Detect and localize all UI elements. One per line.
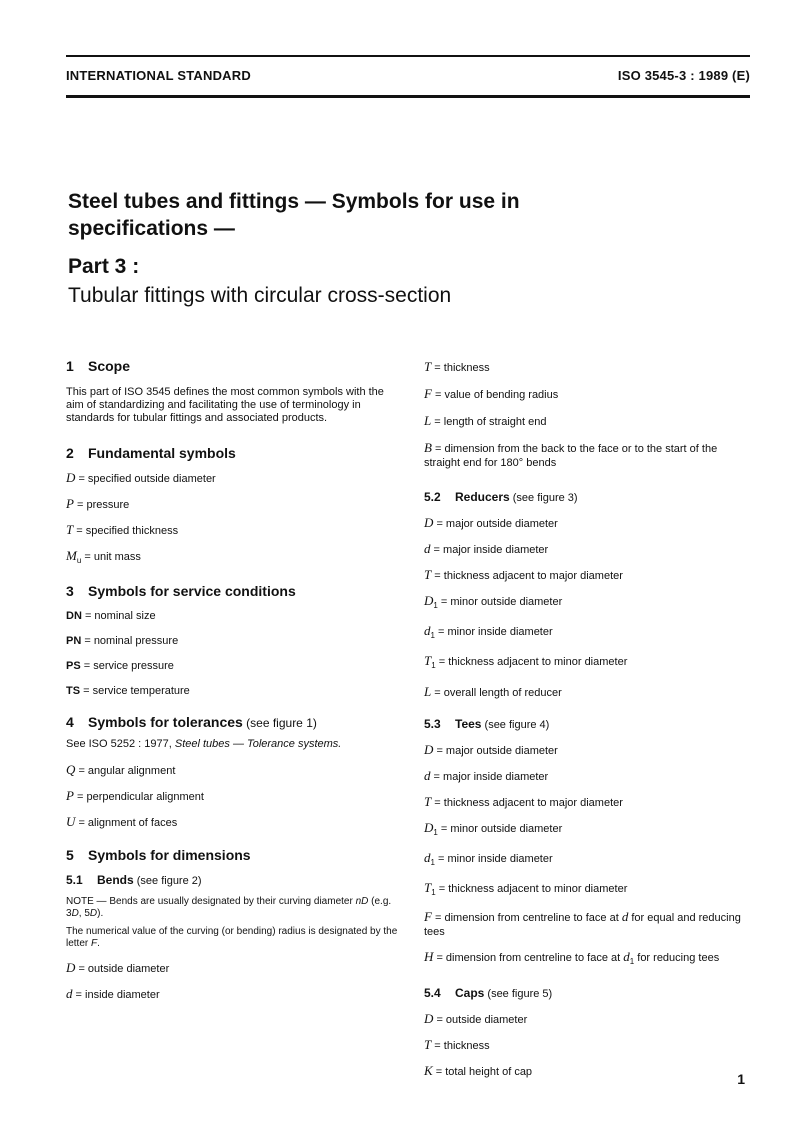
symbol-item: K = total height of cap xyxy=(424,1063,533,1079)
radius-note: The numerical value of the curving (or bending) radius is designated by the letter F. xyxy=(66,926,398,950)
symbol-item: PS = service pressure xyxy=(66,660,174,673)
symbol-item: D = major outside diameter xyxy=(424,515,558,530)
bends-note: NOTE — Bends are usually designated by their curving diameter nD (e.g. 3D, 5D). xyxy=(66,896,392,920)
symbol-item: T = thickness xyxy=(424,359,490,374)
symbol-item: $d_1$ = minor inside diameter xyxy=(424,849,553,867)
scope-text: This part of ISO 3545 defines the most common symbols with the aim of standardizing and facilitating the use of terminology in standards for tubular fittings and associated products. xyxy=(66,386,384,424)
symbol-item: T = specified thickness xyxy=(66,522,179,537)
document-type: INTERNATIONAL STANDARD xyxy=(66,68,251,83)
left-column xyxy=(66,358,398,1002)
title-line-1: Steel tubes and fittings — Symbols for use in xyxy=(68,190,520,213)
subsection-heading-bends: 5.1 Bends (see figure 2) xyxy=(66,873,202,888)
symbol-item: T = thickness xyxy=(424,1037,490,1053)
header-bottom-rule xyxy=(66,95,750,98)
standard-number: ISO 3545-3 : 1989 (E) xyxy=(617,68,750,83)
see-reference: See ISO 5252 : 1977, Steel tubes — Tolerance systems. xyxy=(66,738,342,751)
symbol-item: H = dimension from centreline to face at $d_1$ for reducing tees xyxy=(424,949,720,967)
header-top-rule xyxy=(66,55,750,57)
symbol-item: U = alignment of faces xyxy=(66,814,178,830)
subsection-heading-tees: 5.3 Tees (see figure 4) xyxy=(424,716,550,731)
symbol-item: d = inside diameter xyxy=(66,986,160,1002)
symbol-item: B = dimension from the back to the face or to the start of the straight end for 180° bends xyxy=(424,440,718,469)
symbol-item: P = pressure xyxy=(66,496,130,511)
title-line-2: specifications — xyxy=(68,217,235,240)
symbol-item: P = perpendicular alignment xyxy=(66,788,204,804)
symbol-item: $T_1$ = thickness adjacent to minor diameter xyxy=(424,879,628,898)
symbol-item: $M_u$ = unit mass xyxy=(66,548,141,566)
page-number: 1 xyxy=(737,1071,745,1087)
symbol-item: $d_1$ = minor inside diameter xyxy=(424,623,553,641)
section-heading-tolerances: 4 Symbols for tolerances (see figure 1) xyxy=(66,714,317,731)
symbol-item: D = major outside diameter xyxy=(424,741,558,757)
symbol-item: F = value of bending radius xyxy=(424,386,559,401)
symbol-item: $D_1$ = minor outside diameter xyxy=(424,819,563,837)
symbol-item: Q = angular alignment xyxy=(66,762,176,778)
subsection-heading-caps: 5.4 Caps (see figure 5) xyxy=(424,986,553,1001)
symbol-item: F = dimension from centreline to face at d for equal and reducing tees xyxy=(424,909,741,939)
part-subtitle: Tubular fittings with circular cross-section xyxy=(68,284,452,307)
section-heading-fundamental: 2 Fundamental symbols xyxy=(66,445,236,461)
subsection-heading-reducers: 5.2 Reducers (see figure 3) xyxy=(424,490,578,504)
symbol-item: L = length of straight end xyxy=(424,413,547,428)
symbol-item: TS = service temperature xyxy=(66,685,190,698)
document-title xyxy=(68,188,708,242)
symbol-item: T = thickness adjacent to major diameter xyxy=(424,567,623,582)
symbol-item: D = outside diameter xyxy=(66,960,170,976)
symbol-item: DN = nominal size xyxy=(66,610,156,623)
section-heading-dimensions: 5 Symbols for dimensions xyxy=(66,847,251,864)
symbol-item: PN = nominal pressure xyxy=(66,635,179,648)
symbol-item: d = major inside diameter xyxy=(424,541,549,556)
section-heading-scope: 1 Scope xyxy=(66,358,131,374)
symbol-item: T = thickness adjacent to major diameter xyxy=(424,793,623,809)
symbol-item: L = overall length of reducer xyxy=(424,683,562,699)
section-heading-service: 3 Symbols for service conditions xyxy=(66,583,296,600)
symbol-item: $T_1$ = thickness adjacent to minor diameter xyxy=(424,653,628,671)
right-column xyxy=(424,360,754,1079)
symbol-item: $D_1$ = minor outside diameter xyxy=(424,593,563,611)
symbol-item: d = major inside diameter xyxy=(424,767,549,783)
part-heading: Part 3 : xyxy=(68,255,140,278)
symbol-item: D = specified outside diameter xyxy=(66,470,216,485)
symbol-item: D = outside diameter xyxy=(424,1011,528,1027)
